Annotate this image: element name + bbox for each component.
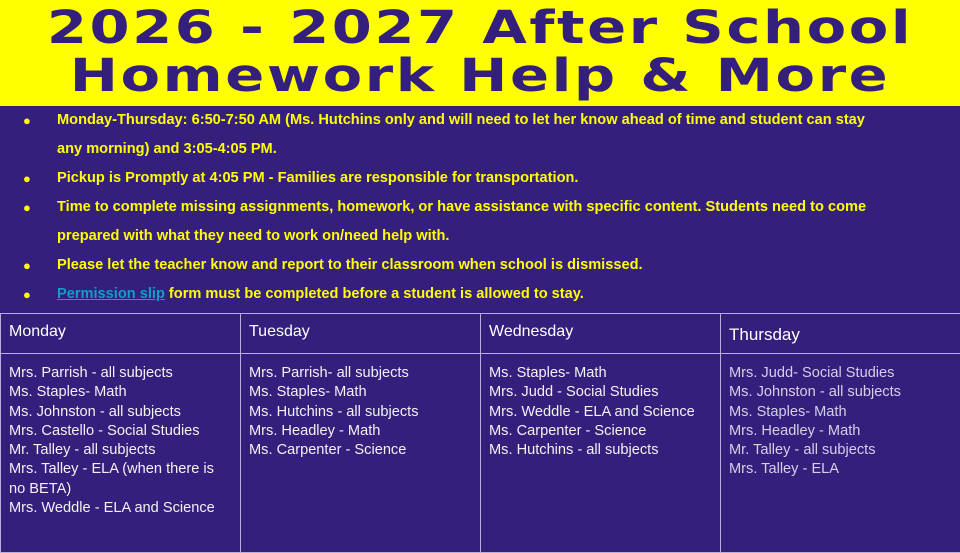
teacher-entry: Mrs. Talley - ELA [729, 460, 953, 479]
teacher-entry: Ms. Johnston - all subjects [9, 403, 232, 422]
wednesday-teachers-cell [481, 354, 721, 553]
bullet-pickup [0, 164, 960, 193]
tuesday-teachers-cell [241, 354, 481, 553]
teacher-entry: Mr. Talley - all subjects [9, 441, 232, 460]
info-bullet-list [0, 106, 960, 309]
teacher-entry: Ms. Hutchins - all subjects [489, 441, 712, 460]
permission-slip-link[interactable]: Permission slip [57, 286, 165, 302]
bullet-dot-icon: ● [23, 251, 31, 280]
teacher-entry: Mrs. Castello - Social Studies [9, 422, 232, 441]
page-title-line-1: 2026 - 2027 After School [0, 0, 960, 52]
teacher-entry: Ms. Johnston - all subjects [729, 383, 953, 402]
bullet-dot-icon: ● [23, 164, 31, 193]
schedule-table [0, 313, 960, 553]
teacher-entry: Mrs. Judd- Social Studies [729, 364, 953, 383]
teacher-entry: Mrs. Parrish - all subjects [9, 364, 232, 383]
teacher-entry: Mrs. Headley - Math [249, 422, 472, 441]
bullet-dot-icon: ● [23, 106, 31, 135]
teacher-entry: Mrs. Weddle - ELA and Science [489, 403, 712, 422]
bullet-report-text: Please let the teacher know and report to their classroom when school is dismissed. [57, 257, 643, 273]
bullet-dot-icon: ● [23, 193, 31, 222]
teacher-entry: Ms. Staples- Math [489, 364, 712, 383]
page-title-line-2: Homework Help & More [0, 52, 960, 100]
thursday-teachers-cell [721, 354, 960, 553]
teacher-entry: Mrs. Parrish- all subjects [249, 364, 472, 383]
teacher-entry: Mrs. Headley - Math [729, 422, 953, 441]
teacher-entry: Mrs. Weddle - ELA and Science [9, 499, 232, 518]
bullet-hours [0, 106, 960, 164]
day-header-tuesday: Tuesday [241, 314, 481, 354]
teacher-entry: Ms. Staples- Math [729, 403, 953, 422]
bullet-purpose-line-1: Time to complete missing assignments, homework, or have assistance with specific content. Students need to come [57, 199, 866, 215]
bullet-pickup-text: Pickup is Promptly at 4:05 PM - Families are responsible for transportation. [57, 170, 578, 186]
bullet-permission [0, 280, 960, 309]
day-header-wednesday: Wednesday [481, 314, 721, 354]
schedule-body-row [1, 354, 960, 553]
teacher-entry: Mrs. Judd - Social Studies [489, 383, 712, 402]
day-header-monday: Monday [1, 314, 241, 354]
bullet-purpose-line-2: prepared with what they need to work on/need help with. [57, 228, 449, 244]
schedule-header-row [1, 314, 960, 354]
teacher-entry: Ms. Staples- Math [249, 383, 472, 402]
monday-teachers-cell [1, 354, 241, 553]
bullet-hours-line-2: any morning) and 3:05-4:05 PM. [57, 141, 277, 157]
bullet-dot-icon: ● [23, 280, 31, 309]
bullet-purpose [0, 193, 960, 251]
teacher-entry: Ms. Staples- Math [9, 383, 232, 402]
bullet-report [0, 251, 960, 280]
teacher-entry: Mr. Talley - all subjects [729, 441, 953, 460]
teacher-entry: Ms. Carpenter - Science [249, 441, 472, 460]
title-banner [0, 0, 960, 106]
teacher-entry: Ms. Carpenter - Science [489, 422, 712, 441]
bullet-hours-line-1: Monday-Thursday: 6:50-7:50 AM (Ms. Hutchins only and will need to let her know ahead of time and student can stay [57, 112, 865, 128]
day-header-thursday: Thursday [721, 314, 960, 354]
teacher-entry: Mrs. Talley - ELA (when there is no BETA) [9, 460, 232, 499]
bullet-permission-text: form must be completed before a student is allowed to stay. [165, 286, 584, 302]
teacher-entry: Ms. Hutchins - all subjects [249, 403, 472, 422]
